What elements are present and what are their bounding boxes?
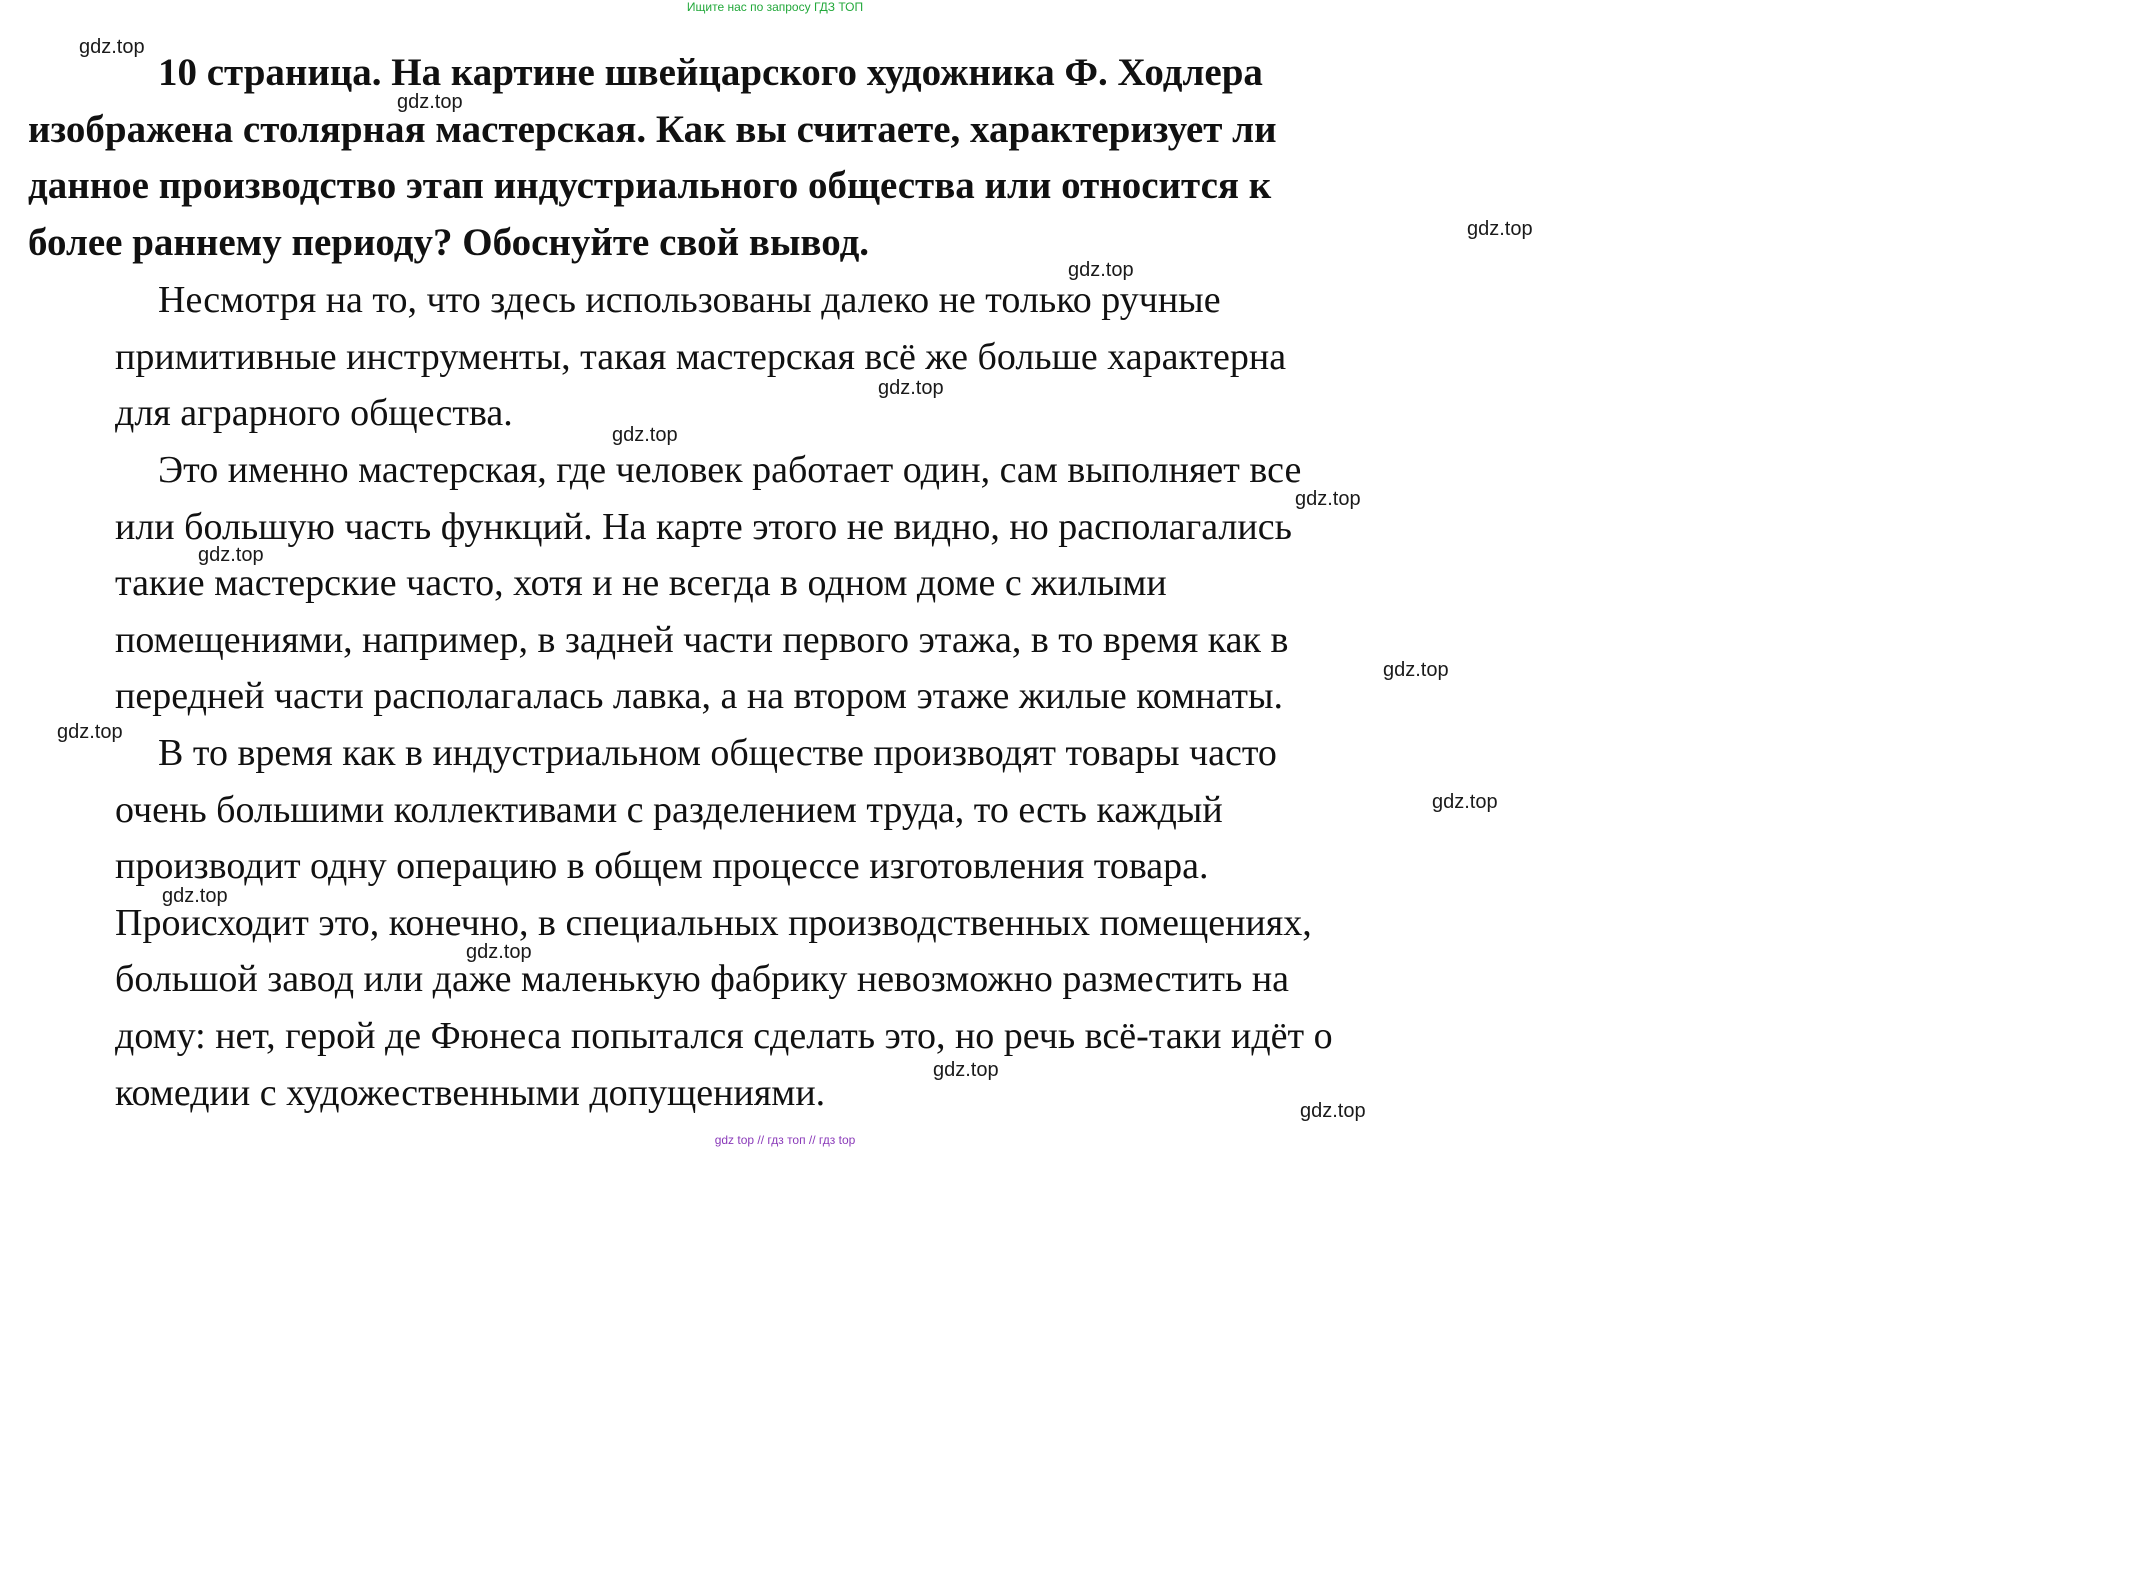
- answer-line-5: или большую часть функций. На карте этого не видно, но располагались: [115, 506, 1292, 548]
- answer-line-2: примитивные инструменты, такая мастерская всё же больше характерна: [115, 336, 1287, 378]
- watermark: gdz.top: [198, 544, 264, 566]
- watermark: gdz.top: [57, 721, 123, 743]
- watermark: gdz.top: [1068, 259, 1134, 281]
- watermark: gdz.top: [1295, 488, 1361, 510]
- question-line-3: данное производство этап индустриального общества или относится к: [28, 164, 1272, 207]
- answer-line-13: большой завод или даже маленькую фабрику невозможно разместить на: [115, 958, 1290, 1000]
- question-line-4: более раннему периоду? Обоснуйте свой вывод.: [28, 221, 870, 264]
- watermark: gdz.top: [1300, 1100, 1366, 1122]
- watermark: gdz.top: [397, 91, 463, 113]
- watermark: gdz.top: [1432, 791, 1498, 813]
- answer-line-12: Происходит это, конечно, в специальных производственных помещениях,: [115, 902, 1312, 944]
- watermark: gdz.top: [162, 885, 228, 907]
- watermark: gdz.top: [1383, 659, 1449, 681]
- question-line-1: 10 страница. На картине швейцарского художника Ф. Ходлера: [158, 51, 1263, 94]
- watermark: gdz.top: [1467, 218, 1533, 240]
- watermark: gdz.top: [79, 36, 145, 58]
- promo-link[interactable]: Ищите нас по запросу ГДЗ ТОП: [686, 0, 864, 14]
- watermark: gdz.top: [466, 941, 532, 963]
- watermark: gdz.top: [933, 1059, 999, 1081]
- question-line-2: изображена столярная мастерская. Как вы считаете, характеризует ли: [28, 108, 1277, 151]
- answer-line-9: В то время как в индустриальном обществе производят товары часто: [158, 732, 1277, 774]
- answer-line-8: передней части располагалась лавка, а на втором этаже жилые комнаты.: [115, 675, 1283, 717]
- answer-line-7: помещениями, например, в задней части первого этажа, в то время как в: [115, 619, 1289, 661]
- answer-line-4: Это именно мастерская, где человек работает один, сам выполняет все: [158, 449, 1302, 491]
- answer-line-1: Несмотря на то, что здесь использованы далеко не только ручные: [158, 279, 1221, 321]
- answer-line-11: производит одну операцию в общем процессе изготовления товара.: [115, 845, 1209, 887]
- watermark: gdz.top: [878, 377, 944, 399]
- answer-line-6: такие мастерские часто, хотя и не всегда в одном доме с жилыми: [115, 562, 1167, 604]
- answer-line-10: очень большими коллективами с разделением труда, то есть каждый: [115, 789, 1223, 831]
- watermark: gdz.top: [612, 424, 678, 446]
- answer-line-15: комедии с художественными допущениями.: [115, 1072, 826, 1114]
- footer-links[interactable]: gdz top // гдз топ // гдз top: [714, 1133, 856, 1147]
- answer-line-14: дому: нет, герой де Фюнеса попытался сделать это, но речь всё-таки идёт о: [115, 1015, 1333, 1057]
- answer-line-3: для аграрного общества.: [115, 392, 513, 434]
